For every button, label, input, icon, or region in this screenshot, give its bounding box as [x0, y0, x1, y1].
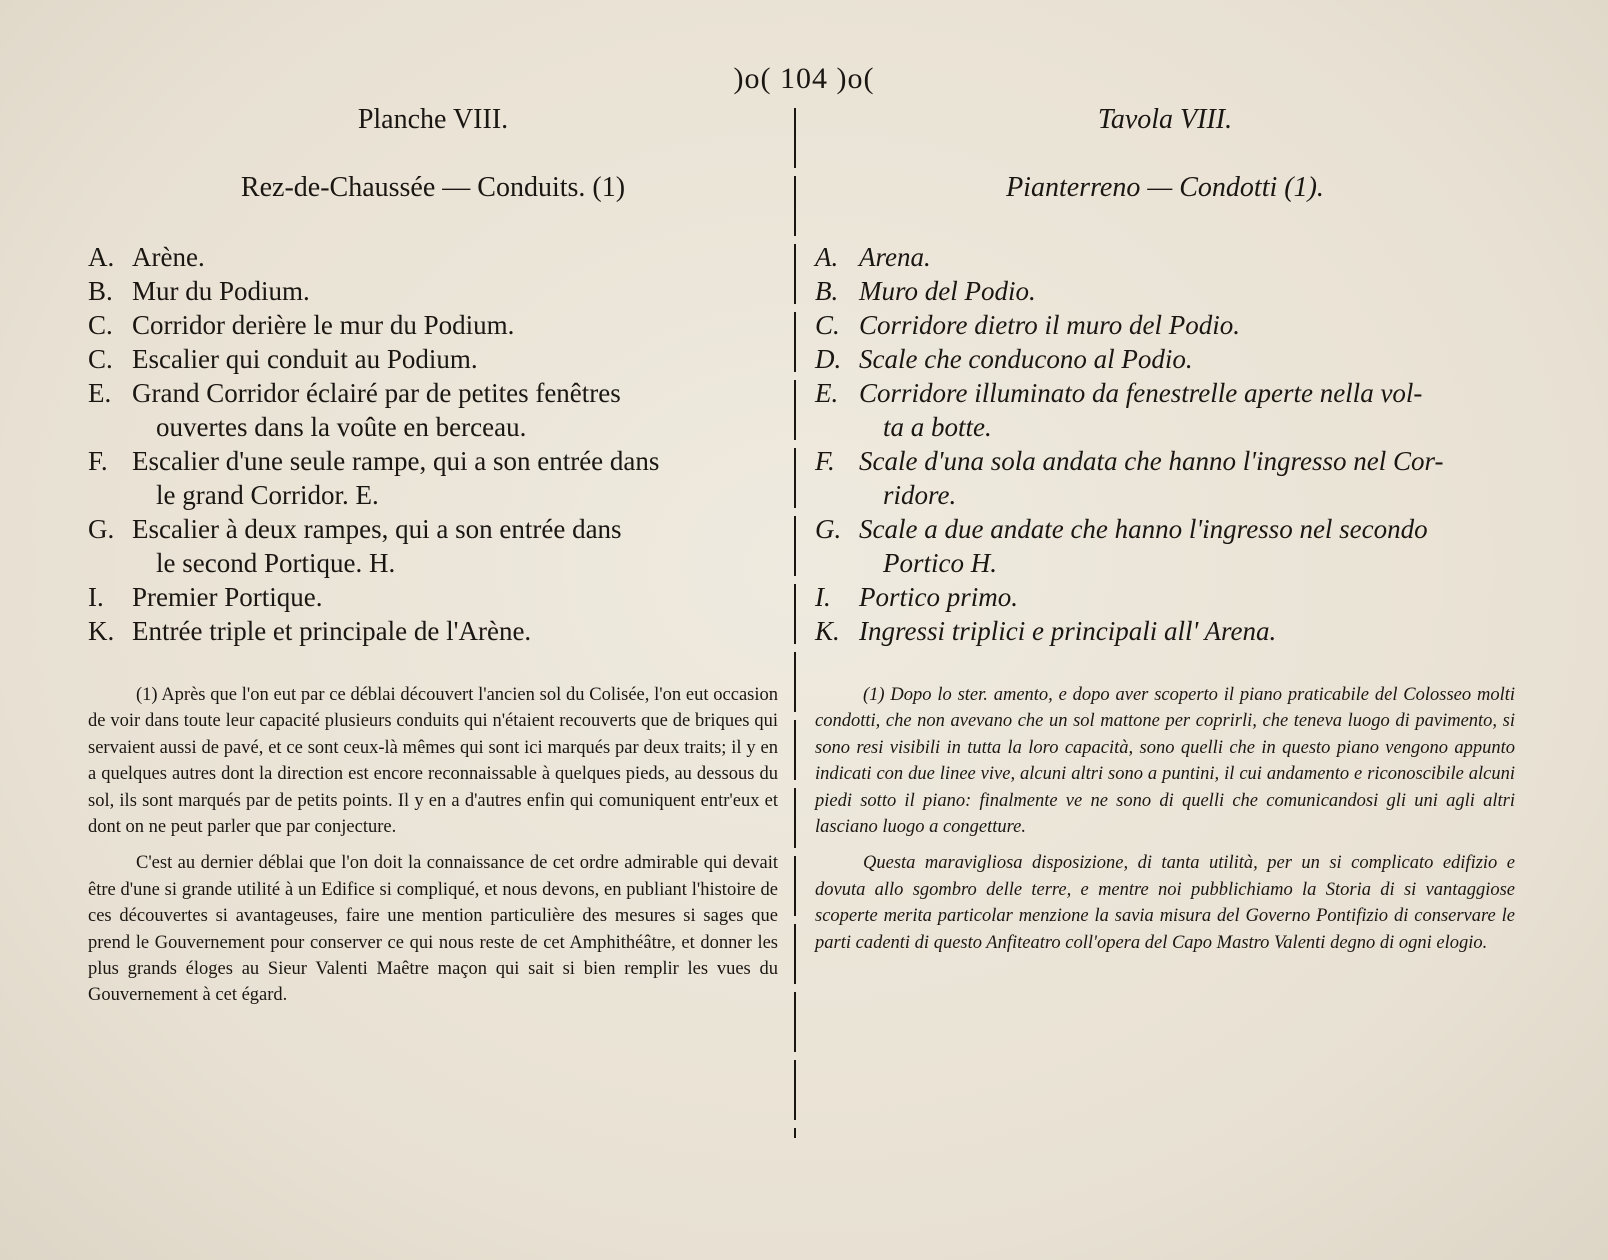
italian-column	[815, 100, 1515, 966]
legend-text-line: Portico primo.	[859, 582, 1018, 612]
legend-key: I.	[88, 582, 104, 612]
legend-text	[132, 580, 778, 614]
footnote-it: (1) Dopo lo ster. amento, e dopo aver scoperto il piano praticabile del Colosseo molti condotti, che non avevano che un sol mattone per coprirli, che teneva luogo di pavimento, si sono resi visibili in tutta la loro capacità, sono quelli che in questo piano vengono appunto indicati con due linee vive, alcuni altri sono a puntini, il cui andamento e riconoscibile alcuni piedi sotto il piano: finalmente ve ne sono di quelli che comunicandosi gli uni agli altri lasciano luogo a congetture.	[815, 685, 1515, 838]
legend-text-line: Mur du Podium.	[132, 276, 310, 306]
legend-key: C.	[88, 310, 113, 340]
legend-text	[859, 512, 1515, 580]
legend-item	[815, 614, 1515, 648]
legend-key: C.	[815, 310, 840, 340]
legend-text-continuation: ridore.	[883, 480, 957, 510]
legend-text	[132, 376, 778, 444]
plate-title-fr: Planche VIII.	[357, 104, 509, 135]
legend-text-line: Premier Portique.	[132, 582, 323, 612]
legend-text	[859, 342, 1515, 376]
legend-text	[859, 376, 1515, 444]
legend-item	[88, 274, 778, 308]
legend-key: E.	[88, 378, 112, 408]
legend-text	[859, 308, 1515, 342]
legend-item	[815, 342, 1515, 376]
legend-text	[132, 444, 778, 512]
legend-text	[859, 580, 1515, 614]
page-number: )o( 104 )o(	[733, 62, 875, 95]
legend-list-it	[815, 240, 1515, 648]
notes-fr	[88, 682, 778, 1009]
legend-item	[815, 376, 1515, 444]
french-column	[88, 100, 778, 1019]
legend-key: G.	[88, 514, 115, 544]
legend-text	[859, 444, 1515, 512]
legend-key: D.	[815, 344, 842, 374]
legend-key: K.	[88, 616, 115, 646]
legend-item	[815, 444, 1515, 512]
legend-text-line: Grand Corridor éclairé par de petites fenêtres	[132, 378, 621, 408]
legend-key: G.	[815, 514, 842, 544]
legend-key: A.	[815, 242, 839, 272]
legend-key: A.	[88, 242, 115, 272]
legend-text-continuation: le second Portique. H.	[156, 548, 396, 578]
legend-list-fr	[88, 240, 778, 648]
legend-item	[88, 376, 778, 444]
legend-item	[815, 512, 1515, 580]
legend-text-line: Muro del Podio.	[859, 276, 1036, 306]
legend-text-line: Arène.	[132, 242, 205, 272]
legend-item	[815, 274, 1515, 308]
legend-text-line: Arena.	[859, 242, 931, 272]
legend-text	[132, 240, 778, 274]
legend-text-line: Escalier qui conduit au Podium.	[132, 344, 478, 374]
section-title-fr: Rez-de-Chaussée — Conduits. (1)	[240, 172, 626, 203]
legend-text-line: Ingressi triplici e principali all' Arena.	[859, 616, 1277, 646]
legend-key: C.	[88, 344, 113, 374]
legend-item	[815, 240, 1515, 274]
note-paragraph-it: Questa maravigliosa disposizione, di tanta utilità, per un si complicato edifizio e dovuta allo sgombro delle terre, e mentre noi pubblichiamo la Storia di si vantaggiose scoperte merita particolar menzione la savia misura del Governo Pontifizio di conservare le parti cadenti di questo Anfiteatro coll'opera del Capo Mastro Valenti degno di ogni elogio.	[815, 853, 1515, 953]
legend-key: B.	[88, 276, 113, 306]
legend-key: B.	[815, 276, 839, 306]
notes-it	[815, 682, 1515, 956]
legend-text-line: Corridore dietro il muro del Podio.	[859, 310, 1240, 340]
legend-key: E.	[815, 378, 839, 408]
legend-text	[859, 240, 1515, 274]
legend-text	[132, 342, 778, 376]
legend-item	[88, 342, 778, 376]
legend-item	[88, 614, 778, 648]
footnote-fr: (1) Après que l'on eut par ce déblai découvert l'ancien sol du Colisée, l'on eut occasion de voir dans toute leur capacité plusieurs conduits qui n'étaient recouverts que de briques qui servaient aussi de pavé, et ce sont ceux-là mêmes qui sont ici marqués par deux traits; il y en a quelques autres dont la direction est encore reconnaissable à quelques pieds, au dessous du sol, ils sont marqués par de petits points. Il y en a d'autres enfin qui comuniquent entr'eux et dont on ne peut parler que par conjecture.	[88, 685, 778, 838]
legend-key: K.	[815, 616, 840, 646]
legend-text-continuation: ouvertes dans la voûte en berceau.	[156, 412, 527, 442]
legend-item	[88, 580, 778, 614]
note-paragraph-fr: C'est au dernier déblai que l'on doit la connaissance de cet ordre admirable qui devait être d'une si grande utilité à un Edifice si compliqué, et nous devons, en publiant l'histoire de ces découvertes si avantageuses, faire une mention particulière des mesures si sages que prend le Gouvernement pour conserver ce qui nous reste de cet Amphithéâtre, et donner les plus grands éloges au Sieur Valenti Maêtre maçon qui sait si bien remplir les vues du Gouvernement à cet égard.	[88, 853, 778, 1006]
legend-item	[88, 444, 778, 512]
legend-item	[815, 580, 1515, 614]
legend-text-line: Escalier d'une seule rampe, qui a son entrée dans	[132, 446, 660, 476]
legend-text	[859, 274, 1515, 308]
legend-text	[132, 274, 778, 308]
legend-key: I.	[815, 582, 831, 612]
section-title-it: Pianterreno — Condotti (1).	[1006, 172, 1324, 203]
legend-text-line: Entrée triple et principale de l'Arène.	[132, 616, 532, 646]
legend-text	[132, 512, 778, 580]
legend-text-line: Scale che conducono al Podio.	[859, 344, 1193, 374]
legend-item	[88, 512, 778, 580]
legend-text-continuation: Portico H.	[883, 548, 997, 578]
legend-item	[88, 240, 778, 274]
plate-title-it: Tavola VIII.	[1097, 104, 1233, 135]
legend-text-line: Corridor derière le mur du Podium.	[132, 310, 515, 340]
legend-key: F.	[88, 446, 108, 476]
legend-key: F.	[815, 446, 835, 476]
legend-text-continuation: ta a botte.	[883, 412, 992, 442]
legend-text	[132, 308, 778, 342]
column-divider	[794, 108, 796, 1138]
legend-text-line: Scale a due andate che hanno l'ingresso nel secondo	[859, 514, 1428, 544]
legend-text-continuation: le grand Corridor. E.	[156, 480, 379, 510]
legend-text	[859, 614, 1515, 648]
legend-text	[132, 614, 778, 648]
legend-text-line: Escalier à deux rampes, qui a son entrée dans	[132, 514, 622, 544]
legend-text-line: Scale d'una sola andata che hanno l'ingresso nel Cor-	[859, 446, 1444, 476]
legend-item	[88, 308, 778, 342]
legend-text-line: Corridore illuminato da fenestrelle aperte nella vol-	[859, 378, 1423, 408]
legend-item	[815, 308, 1515, 342]
